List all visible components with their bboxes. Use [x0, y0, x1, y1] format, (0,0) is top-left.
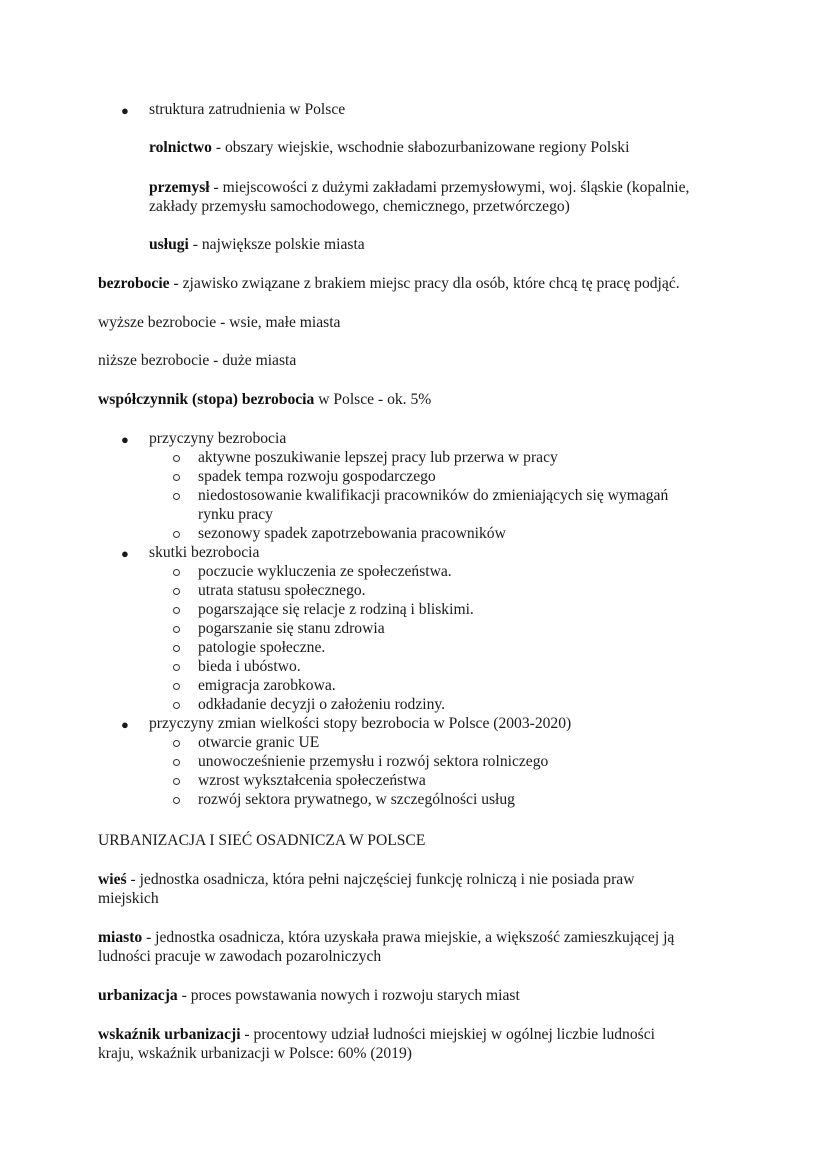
urbanization-heading: URBANIZACJA I SIEĆ OSADNICZA W POLSCE	[98, 832, 426, 849]
term-unemployment: bezrobocie	[98, 275, 170, 292]
term-services: usługi	[149, 236, 189, 253]
circle-bullet-icon	[173, 683, 180, 690]
changes-title: przyczyny zmian wielkości stopy bezrobocia w Polsce (2003-2020)	[149, 715, 572, 732]
bullet-icon: ●	[121, 546, 129, 561]
town-text-line2: ludności pracuje w zawodach pozarolniczych	[98, 948, 382, 965]
urbanization-index-text-line2: kraju, wskaźnik urbanizacji w Polsce: 60% (2019)	[98, 1045, 412, 1062]
unemployment-definition-text: - zjawisko związane z brakiem miejsc pracy dla osób, które chcą tę pracę podjąć.	[169, 275, 680, 292]
bullet-icon: ●	[121, 432, 129, 447]
circle-bullet-icon	[173, 664, 180, 671]
list-item: pogarszanie się stanu zdrowia	[198, 620, 385, 637]
town-definition	[98, 928, 674, 947]
list-item-continuation: rynku pracy	[198, 506, 273, 523]
urbanization-index-definition	[98, 1025, 655, 1044]
agriculture-text: - obszary wiejskie, wschodnie słabozurbanizowane regiony Polski	[211, 139, 630, 156]
village-text-line1: - jednostka osadnicza, która pełni najczęściej funkcję rolniczą i nie posiada praw	[126, 871, 635, 888]
list-item: bieda i ubóstwo.	[198, 658, 301, 675]
list-item: niedostosowanie kwalifikacji pracowników do zmieniających się wymagań	[198, 487, 669, 504]
list-item: spadek tempa rozwoju gospodarczego	[198, 468, 436, 485]
services-text: - największe polskie miasta	[188, 236, 365, 253]
unemployment-definition	[98, 274, 680, 293]
circle-bullet-icon	[173, 569, 180, 576]
term-village: wieś	[98, 871, 127, 888]
list-item: patologie społeczne.	[198, 639, 326, 656]
town-text-line1: - jednostka osadnicza, która uzyskała prawa miejskie, a większość zamieszkującej ją	[142, 929, 675, 946]
unemployment-lower: niższe bezrobocie - duże miasta	[98, 352, 297, 369]
village-definition	[98, 870, 634, 889]
circle-bullet-icon	[173, 759, 180, 766]
circle-bullet-icon	[173, 778, 180, 785]
industry-text-line1: - miejscowości z dużymi zakładami przemysłowymi, woj. śląskie (kopalnie,	[209, 179, 690, 196]
list-item: unowocześnienie przemysłu i rozwój sektora rolniczego	[198, 753, 549, 770]
term-industry: przemysł	[149, 179, 210, 196]
list-item: wzrost wykształcenia społeczeństwa	[198, 772, 426, 789]
circle-bullet-icon	[173, 531, 180, 538]
circle-bullet-icon	[173, 607, 180, 614]
employment-title: struktura zatrudnienia w Polsce	[149, 101, 346, 118]
list-item: sezonowy spadek zapotrzebowania pracowników	[198, 525, 506, 542]
term-urbanization: urbanizacja	[98, 987, 178, 1004]
urbanization-text: - proces powstawania nowych i rozwoju starych miast	[177, 987, 520, 1004]
list-item: emigracja zarobkowa.	[198, 677, 336, 694]
unemployment-rate	[98, 390, 431, 409]
list-item: aktywne poszukiwanie lepszej pracy lub przerwa w pracy	[198, 449, 558, 466]
unemployment-rate-text: w Polsce - ok. 5%	[314, 391, 432, 408]
employment-services	[149, 235, 365, 254]
causes-title: przyczyny bezrobocia	[149, 430, 287, 447]
employment-agriculture	[149, 138, 629, 157]
effects-title: skutki bezrobocia	[149, 544, 260, 561]
circle-bullet-icon	[173, 493, 180, 500]
village-text-line2: miejskich	[98, 890, 159, 907]
bullet-icon: ●	[121, 717, 129, 732]
industry-text-line2: zakłady przemysłu samochodowego, chemicznego, przetwórczego)	[149, 198, 570, 215]
term-town: miasto	[98, 929, 143, 946]
list-item: odkładanie decyzji o założeniu rodziny.	[198, 696, 446, 713]
list-item: rozwój sektora prywatnego, w szczególności usług	[198, 791, 515, 808]
circle-bullet-icon	[173, 740, 180, 747]
employment-industry	[149, 178, 689, 197]
term-unemployment-rate: współczynnik (stopa) bezrobocia	[98, 391, 315, 408]
urbanization-definition	[98, 986, 520, 1005]
unemployment-higher: wyższe bezrobocie - wsie, małe miasta	[98, 314, 341, 331]
list-item: poczucie wykluczenia ze społeczeństwa.	[198, 563, 452, 580]
circle-bullet-icon	[173, 455, 180, 462]
circle-bullet-icon	[173, 588, 180, 595]
circle-bullet-icon	[173, 645, 180, 652]
list-item: pogarszające się relacje z rodziną i bliskimi.	[198, 601, 474, 618]
circle-bullet-icon	[173, 797, 180, 804]
circle-bullet-icon	[173, 626, 180, 633]
circle-bullet-icon	[173, 702, 180, 709]
circle-bullet-icon	[173, 474, 180, 481]
list-item: utrata statusu społecznego.	[198, 582, 366, 599]
bullet-icon: ●	[121, 103, 129, 118]
list-item: otwarcie granic UE	[198, 734, 320, 751]
urbanization-index-text-line1: - procentowy udział ludności miejskiej w ogólnej liczbie ludności	[240, 1026, 655, 1043]
term-agriculture: rolnictwo	[149, 139, 212, 156]
term-urbanization-index: wskaźnik urbanizacji	[98, 1026, 241, 1043]
